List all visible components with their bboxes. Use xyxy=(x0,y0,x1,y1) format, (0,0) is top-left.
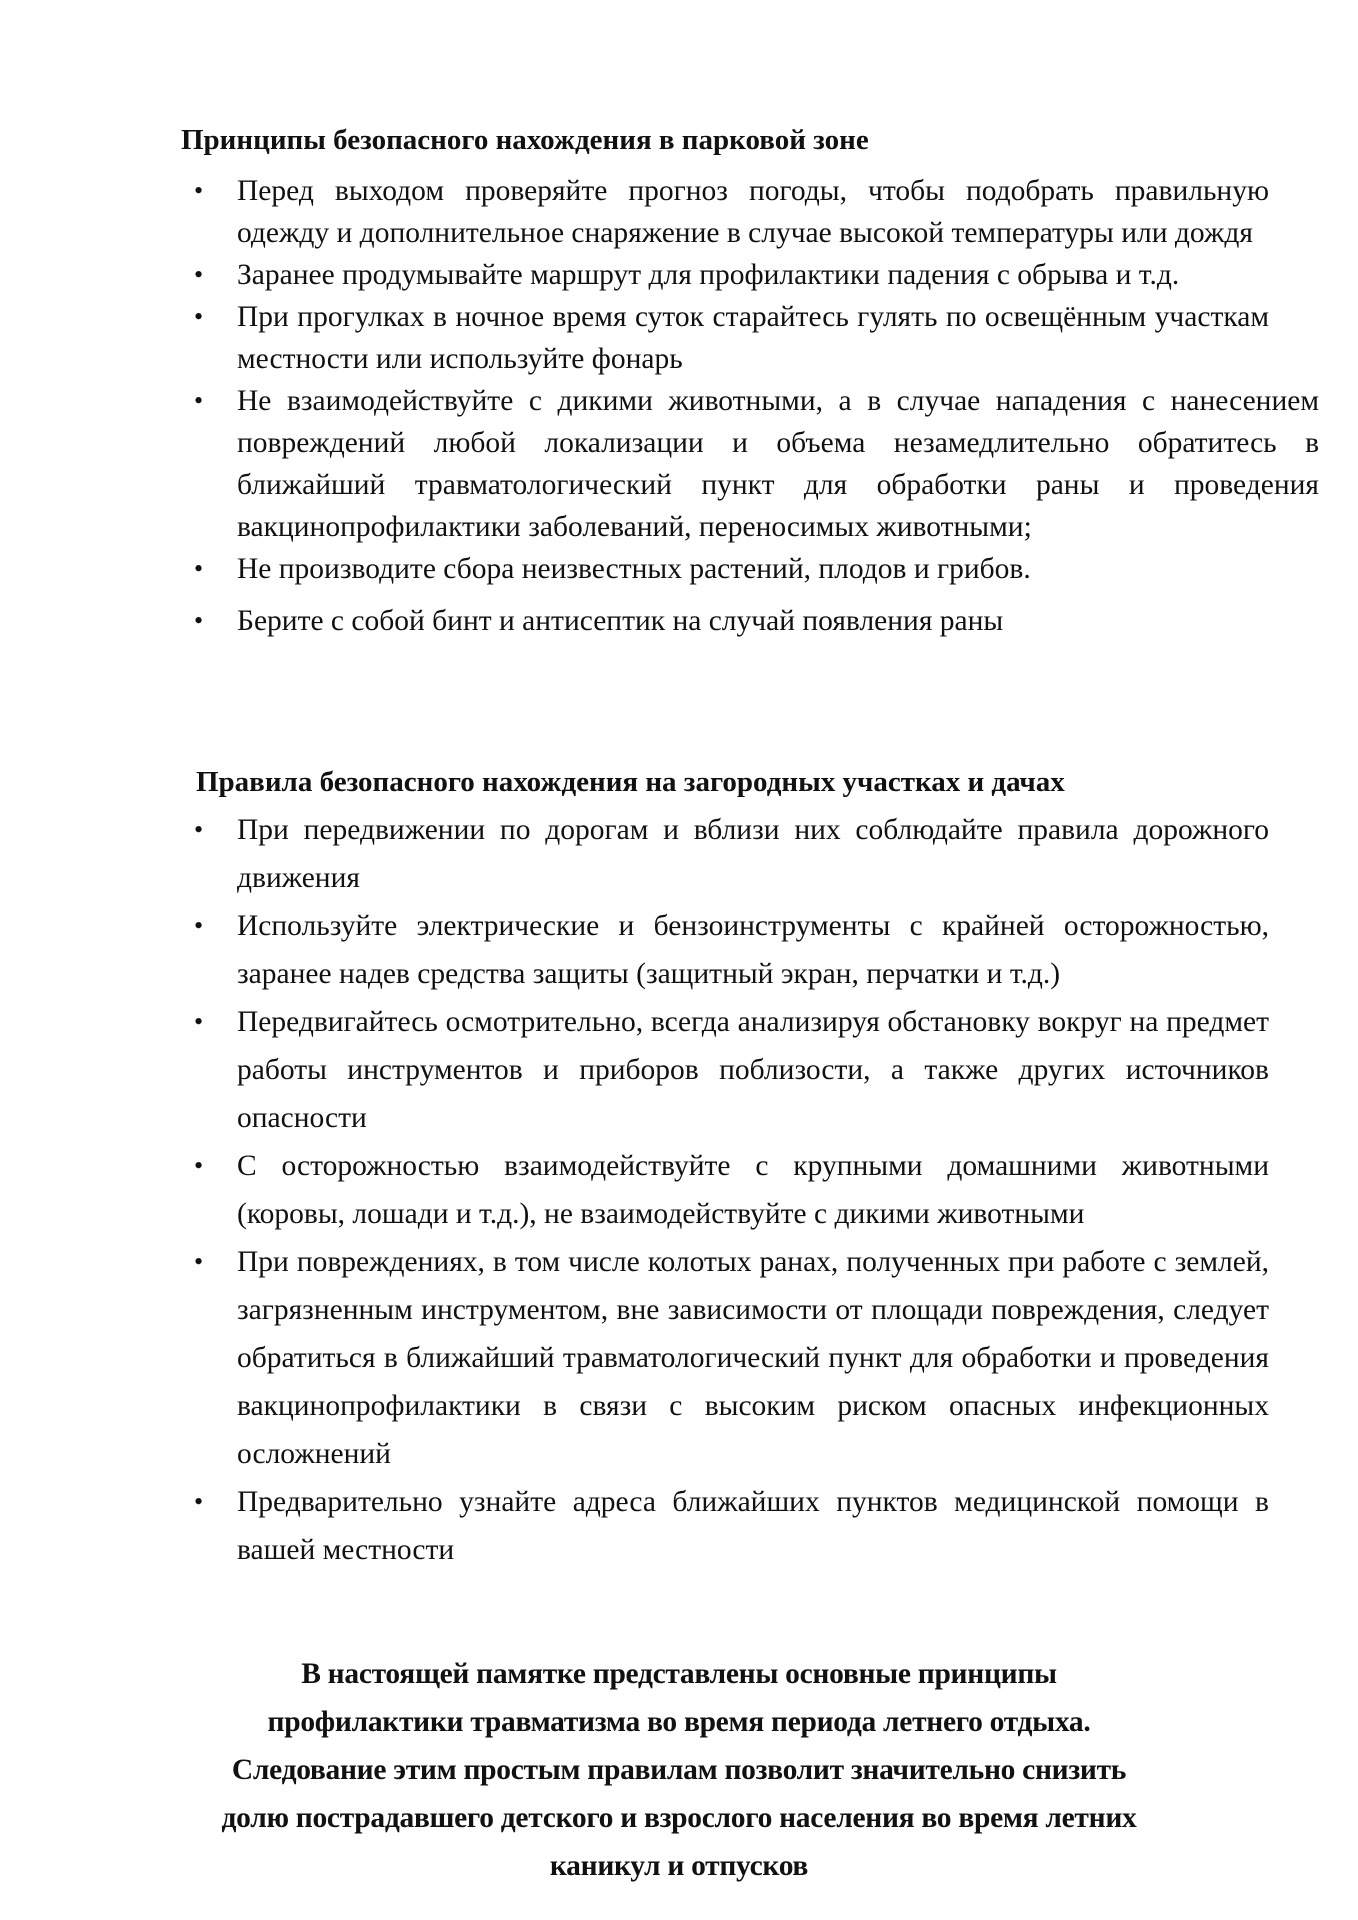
country-safety-list xyxy=(194,806,1269,1574)
list-item: • При передвижении по дорогам и вблизи них соблюдайте правила дорожного движения xyxy=(194,806,1269,902)
list-item: • Предварительно узнайте адреса ближайших пунктов медицинской помощи в вашей местности xyxy=(194,1478,1269,1574)
summary-line: Следование этим простым правилам позволит значительно снизить xyxy=(231,1754,1127,1786)
section-title-country: Правила безопасного нахождения на загородных участках и дачах xyxy=(196,766,1065,798)
summary-line: В настоящей памятке представлены основные принципы xyxy=(301,1658,1057,1690)
section-title-park: Принципы безопасного нахождения в парковой зоне xyxy=(181,124,869,156)
list-item: • Заранее продумывайте маршрут для профилактики падения с обрыва и т.д. xyxy=(194,254,1269,296)
list-item: • Не производите сбора неизвестных растений, плодов и грибов. xyxy=(194,548,1269,590)
list-item: • При прогулках в ночное время суток старайтесь гулять по освещённым участкам местности или используйте фонарь xyxy=(194,296,1269,380)
list-item: • При повреждениях, в том числе колотых ранах, полученных при работе с землей, загрязненным инструментом, вне зависимости от площади повреждения, следует обратиться в ближайший травматологический пункт для обработки и проведения вакцинопрофилактики в связи с высоким риском опасных инфекционных осложнений xyxy=(194,1238,1269,1478)
summary-paragraph xyxy=(200,1650,1158,1890)
park-safety-list xyxy=(194,170,1319,642)
list-item: • Берите с собой бинт и антисептик на случай появления раны xyxy=(194,600,1269,642)
list-item: • Не взаимодействуйте с дикими животными, а в случае нападения с нанесением повреждений любой локализации и объема незамедлительно обратитесь в ближайший травматологический пункт для обработки раны и проведения вакцинопрофилактики заболеваний, переносимых животными; xyxy=(194,380,1319,548)
list-item: • Используйте электрические и бензоинструменты с крайней осторожностью, заранее надев средства защиты (защитный экран, перчатки и т.д.) xyxy=(194,902,1269,998)
summary-line: каникул и отпусков xyxy=(549,1850,809,1882)
list-item: • Передвигайтесь осмотрительно, всегда анализируя обстановку вокруг на предмет работы инструментов и приборов поблизости, а также других источников опасности xyxy=(194,998,1269,1142)
list-item: • Перед выходом проверяйте прогноз погоды, чтобы подобрать правильную одежду и дополнительное снаряжение в случае высокой температуры или дождя xyxy=(194,170,1269,254)
summary-line: долю пострадавшего детского и взрослого населения во время летних xyxy=(221,1802,1137,1834)
list-item: • С осторожностью взаимодействуйте с крупными домашними животными (коровы, лошади и т.д.), не взаимодействуйте с дикими животными xyxy=(194,1142,1269,1238)
summary-line: профилактики травматизма во время периода летнего отдыха. xyxy=(267,1706,1091,1738)
